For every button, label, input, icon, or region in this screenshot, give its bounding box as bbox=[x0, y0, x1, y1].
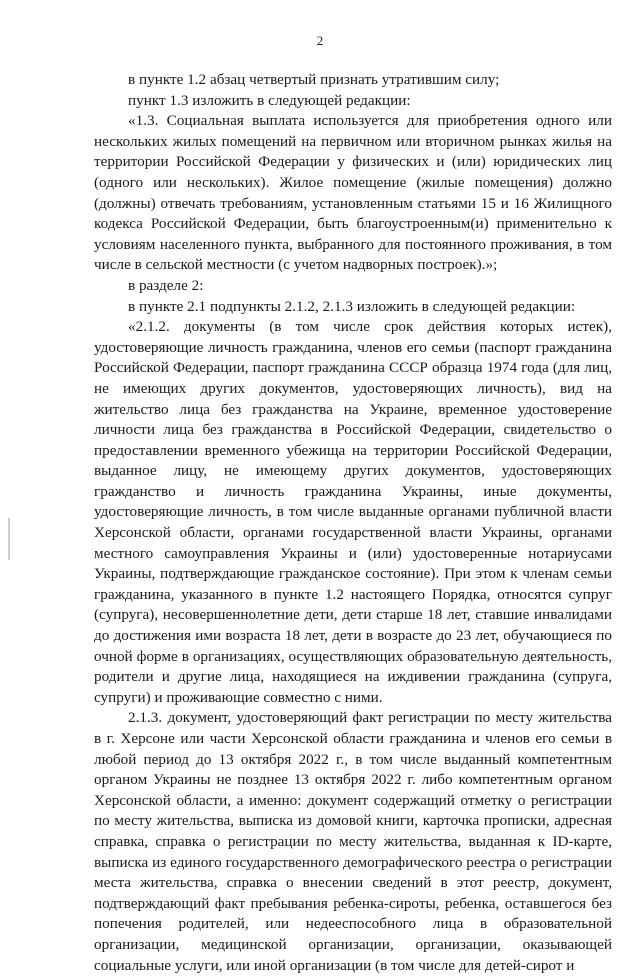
paragraph-clause-1-3-intro: пункт 1.3 изложить в следующей редакции: bbox=[128, 91, 411, 109]
paragraph-clause-2-1-intro: в пункте 2.1 подпункты 2.1.2, 2.1.3 изложить в следующей редакции: bbox=[128, 297, 576, 315]
paragraph-clause-2-1-3: 2.1.3. документ, удостоверяющий факт регистрации по месту жительства в г. Херсоне или части Херсонской области гражданина и членов его семьи в любой период до 13 октября 2022 г., в том числе выданный компетентным органом Украины не позднее 13 октября 2022 г. либо компетентным органом Херсонской области, а именно: документ содержащий отметку о регистрации по месту жительства, выписка из домовой книги, карточка прописки, адресная справка, справка о регистрации по месту жительства, выданная к ID-карте, выписка из единого государственного демографического реестра о регистрации места жительства, справка о внесении сведений в этот реестр, документ, подтверждающий факт пребывания ребенка-сироты, ребенка, оставшегося без попечения родителей, или недееспособного лица в образовательной организации, медицинской организации, организации, оказывающей социальные услуги, или иной организации (в том числе для детей-сирот и bbox=[94, 709, 612, 974]
page-number: 2 bbox=[316, 33, 324, 48]
document-body bbox=[94, 70, 612, 976]
paragraph-clause-1-2: в пункте 1.2 абзац четвертый признать утратившим силу; bbox=[128, 71, 500, 88]
paragraph-clause-2-1-2: «2.1.2. документы (в том числе срок действия которых истек), удостоверяющие личность гражданина, членов его семьи (паспорт гражданина Российской Федерации, паспорт гражданина СССР образца 1974 года (для лиц, не имеющих других документов, удостоверяющих личность), вид на жительство лица без гражданства на Украине, временное удостоверение личности лица без гражданства в Российской Федерации, свидетельство о предоставлении временного убежища на территории Российской Федерации, выданное лицу, не имеющему других документов, удостоверяющих гражданство и личность гражданина Украины, иные документы, удостоверяющие личность, в том числе выданные органами публичной власти Херсонской области, органами государственной власти Украины, органами местного самоуправления Украины и (или) удостоверенные нотариусами Украины, подтверждающие гражданское состояние). При этом к членам семьи гражданина, указанного в пункте 1.2 настоящего Порядка, относятся супруг (супруга), несовершеннолетние дети, дети старше 18 лет, ставшие инвалидами до достижения ими возраста 18 лет, дети в возрасте до 23 лет, обучающиеся по очной форме в организациях, осуществляющих образовательную деятельность, родители и другие лица, находящиеся на иждивении гражданина (супруга, супруги) и проживающие совместно с ними. bbox=[94, 318, 612, 706]
paragraph-clause-1-3-text: «1.3. Социальная выплата используется для приобретения одного или нескольких жилых помещений на первичном или вторичном рынках жилья на территории Российской Федерации у физических и (или) юридических лиц (одного или нескольких). Жилое помещение (жилые помещения) должно (должны) отвечать требованиям, установленным статьями 15 и 16 Жилищного кодекса Российской Федерации, быть благоустроенным(и) применительно к условиям населенного пункта, выбранного для постоянного проживания, в том числе в сельской местности (с учетом надворных построек).»; bbox=[94, 112, 612, 274]
margin-mark bbox=[8, 518, 10, 560]
paragraph-section-2: в разделе 2: bbox=[128, 276, 204, 294]
